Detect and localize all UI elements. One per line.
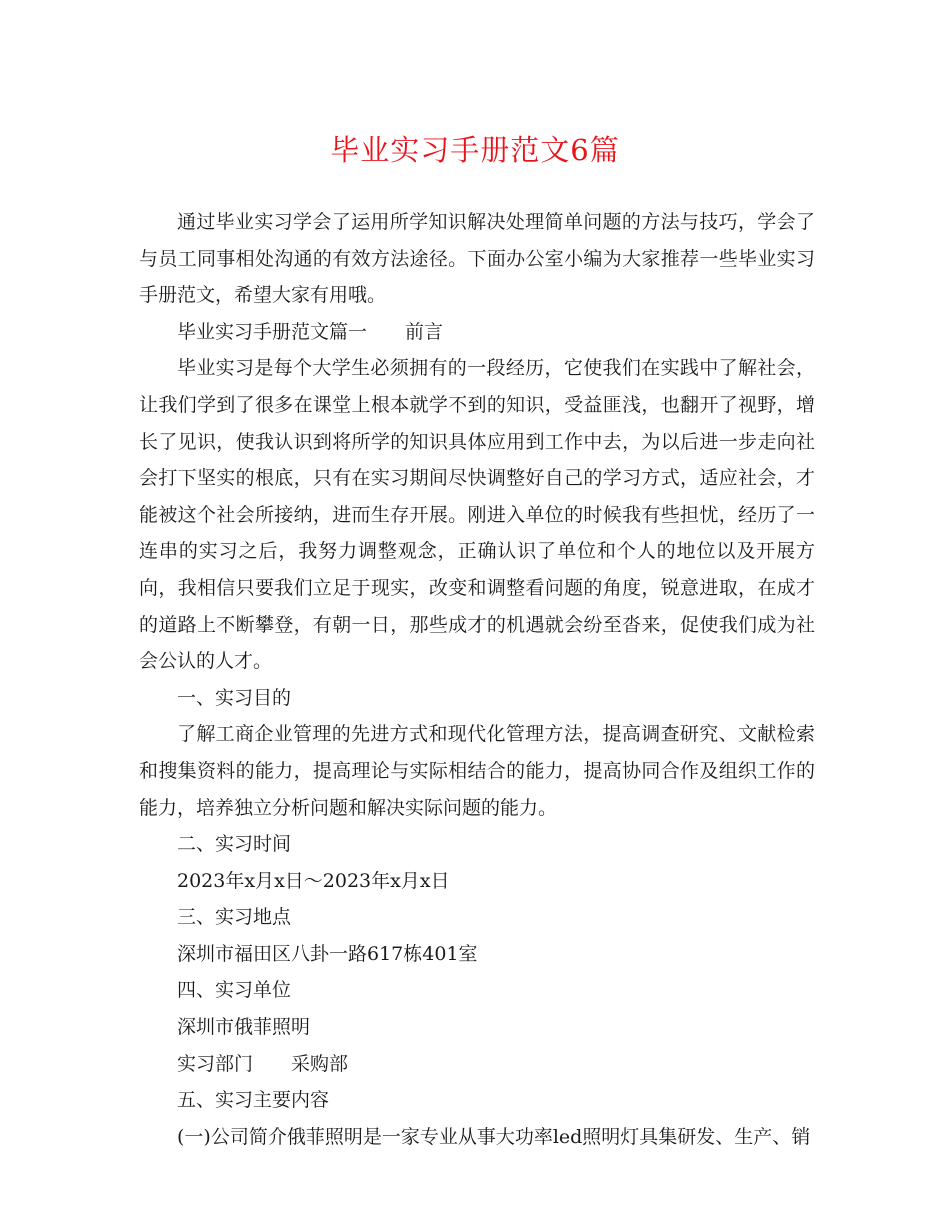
department-label: 实习部门 <box>177 1052 254 1075</box>
heading-unit: 四、实习单位 <box>177 979 292 1002</box>
company-intro-paragraph: (一)公司简介俄菲照明是一家专业从事大功率led照明灯具集研发、生产、销 <box>177 1125 811 1148</box>
heading-content: 五、实习主要内容 <box>177 1089 330 1112</box>
heading-purpose: 一、实习目的 <box>177 686 292 709</box>
section-heading-subtitle: 前言 <box>405 320 444 343</box>
intro-paragraph: 通过毕业实习学会了运用所学知识解决处理简单问题的方法与技巧，学会了与员工同事相处沟通的有效方法途径。下面办公室小编为大家推荐一些毕业实习手册范文，希望大家有用哦。 <box>139 211 815 307</box>
purpose-paragraph: 了解工商企业管理的先进方式和现代化管理方法，提高调查研究、文献检索和搜集资料的能力，提高理论与实际相结合的能力，提高协同合作及组织工作的能力，培养独立分析问题和解决实际问题的能力。 <box>139 723 815 819</box>
time-value: 2023年x月x日～2023年x月x日 <box>177 869 450 892</box>
heading-location: 三、实习地点 <box>177 906 292 929</box>
document-body <box>139 204 815 1155</box>
department-value: 采购部 <box>291 1052 349 1075</box>
preface-paragraph: 毕业实习是每个大学生必须拥有的一段经历，它使我们在实践中了解社会，让我们学到了很多在课堂上根本就学不到的知识，受益匪浅，也翻开了视野，增长了见识，使我认识到将所学的知识具体应用到工作中去，为以后进一步走向社会打下坚实的根底，只有在实习期间尽快调整好自己的学习方式，适应社会，才能被这个社会所接纳，进而生存开展。刚进入单位的时候我有些担忧，经历了一连串的实习之后，我努力调整观念，正确认识了单位和个人的地位以及开展方向，我相信只要我们立足于现实，改变和调整看问题的角度，锐意进取，在成才的道路上不断攀登，有朝一日，那些成才的机遇就会纷至沓来，促使我们成为社会公认的人才。 <box>139 357 815 673</box>
location-value: 深圳市福田区八卦一路617栋401室 <box>177 942 478 965</box>
department-line <box>139 1046 815 1083</box>
section-heading-title: 毕业实习手册范文篇一 <box>177 320 368 343</box>
unit-value: 深圳市俄菲照明 <box>177 1016 311 1039</box>
heading-time: 二、实习时间 <box>177 833 292 856</box>
section-heading <box>139 314 815 351</box>
document-title: 毕业实习手册范文6篇 <box>330 133 620 167</box>
